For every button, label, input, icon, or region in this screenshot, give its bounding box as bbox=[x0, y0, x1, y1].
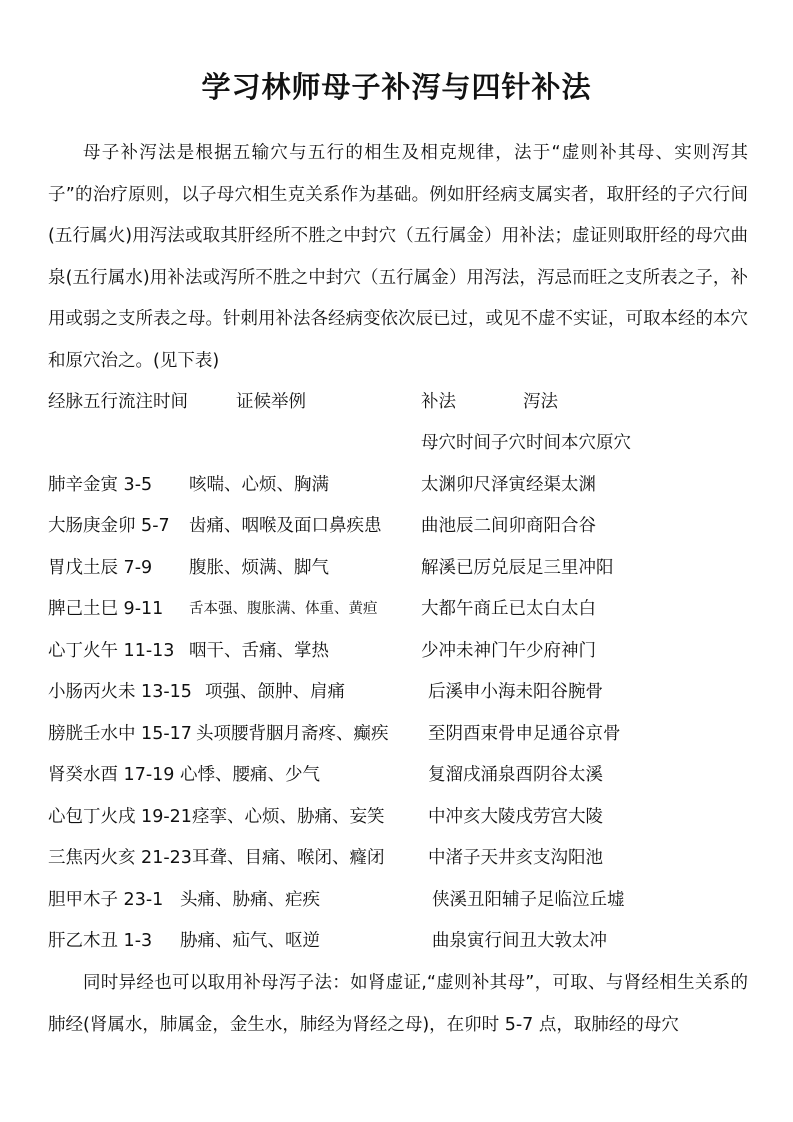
row-time: 肾癸水酉 17-19 bbox=[48, 765, 175, 785]
row-points: 至阴酉束骨申足通谷京骨 bbox=[428, 724, 621, 744]
row-time: 小肠丙火未 13-15 bbox=[48, 682, 192, 702]
row-points: 后溪申小海未阳谷腕骨 bbox=[428, 682, 603, 702]
table-row bbox=[0, 553, 793, 583]
row-points: 太渊卯尺泽寅经渠太渊 bbox=[421, 475, 596, 495]
table-row bbox=[0, 470, 793, 500]
table-row bbox=[0, 885, 793, 915]
row-time: 肝乙木丑 1-3 bbox=[48, 931, 153, 951]
row-symptom: 舌本强、腹胀满、体重、黄疸 bbox=[189, 601, 378, 617]
table-subheader-row bbox=[0, 428, 793, 458]
row-points: 中渚子天井亥支沟阳池 bbox=[428, 848, 603, 868]
header-symptom: 证候举例 bbox=[236, 392, 306, 412]
table-row bbox=[0, 843, 793, 873]
row-points: 曲泉寅行间丑大敦太冲 bbox=[432, 931, 607, 951]
row-time: 膀胱壬水中 15-17 bbox=[48, 724, 192, 744]
table-row bbox=[0, 594, 793, 624]
header-xie: 泻法 bbox=[523, 392, 558, 412]
row-points: 少冲未神门午少府神门 bbox=[421, 641, 596, 661]
row-time: 脾己土巳 9-11 bbox=[48, 599, 164, 619]
row-symptom: 齿痛、咽喉及面口鼻疾患 bbox=[189, 516, 382, 536]
header-bu: 补法 bbox=[421, 392, 456, 412]
header-time: 经脉五行流注时间 bbox=[48, 392, 188, 412]
row-symptom: 项强、颌肿、肩痛 bbox=[205, 682, 345, 702]
row-symptom: 咽干、舌痛、掌热 bbox=[189, 641, 329, 661]
page-title: 学习林师母子补泻与四针补法 bbox=[201, 70, 592, 105]
row-symptom: 腹胀、烦满、脚气 bbox=[189, 558, 329, 578]
row-points: 复溜戌涌泉酉阴谷太溪 bbox=[428, 765, 603, 785]
table-row bbox=[0, 760, 793, 790]
table-row bbox=[0, 719, 793, 749]
table-row bbox=[0, 677, 793, 707]
row-symptom: 胁痛、疝气、呕逆 bbox=[180, 931, 320, 951]
row-time: 大肠庚金卯 5-7 bbox=[48, 516, 170, 536]
row-points: 侠溪丑阳辅子足临泣丘墟 bbox=[432, 890, 625, 910]
row-time: 胃戊土辰 7-9 bbox=[48, 558, 153, 578]
table-header-row bbox=[0, 387, 793, 417]
table-row bbox=[0, 926, 793, 956]
row-time: 心包丁火戌 19-21 bbox=[48, 807, 192, 827]
row-symptom: 耳聋、目痛、喉闭、癃闭 bbox=[192, 848, 385, 868]
closing-paragraph: 同时异经也可以取用补母泻子法：如肾虚证,“虚则补其母”，可取、与肾经相生关系的肺经(肾属水，肺属金，金生水，肺经为肾经之母)，在卯时 5-7 点，取肺经的母穴 bbox=[48, 973, 748, 1035]
row-points: 中冲亥大陵戌劳宫大陵 bbox=[428, 807, 603, 827]
row-symptom: 咳喘、心烦、胸满 bbox=[189, 475, 329, 495]
intro-paragraph: 母子补泻法是根据五输穴与五行的相生及相克规律，法于“虚则补其母、实则泻其子”的治疗原则，以子母穴相生克关系作为基础。例如肝经病支属实者，取肝经的子穴行间(五行属火)用泻法或取其肝经所不胜之中封穴（五行属金）用补法；虚证则取肝经的母穴曲泉(五行属水)用补法或泻所不胜之中封穴（五行属金）用泻法，泻忌而旺之支所表之子，补用或弱之支所表之母。针刺用补法各经病变依次辰已过，或见不虚不实证，可取本经的本穴和原穴治之。(见下表) bbox=[48, 143, 748, 371]
table-row bbox=[0, 511, 793, 541]
row-points: 曲池辰二间卯商阳合谷 bbox=[421, 516, 596, 536]
row-time: 三焦丙火亥 21-23 bbox=[48, 848, 192, 868]
row-symptom: 心悸、腰痛、少气 bbox=[180, 765, 320, 785]
table-row bbox=[0, 802, 793, 832]
row-time: 肺辛金寅 3-5 bbox=[48, 475, 153, 495]
row-points: 解溪已厉兑辰足三里冲阳 bbox=[421, 558, 614, 578]
row-time: 胆甲木子 23-1 bbox=[48, 890, 164, 910]
table-row bbox=[0, 636, 793, 666]
row-symptom: 头痛、胁痛、疟疾 bbox=[180, 890, 320, 910]
row-symptom: 头项腰背胭月斋疼、癫疾 bbox=[196, 724, 389, 744]
row-points: 大都午商丘已太白太白 bbox=[421, 599, 596, 619]
header-sub: 母穴时间子穴时间本穴原穴 bbox=[421, 433, 631, 453]
row-time: 心丁火午 11-13 bbox=[48, 641, 175, 661]
row-symptom: 痉挛、心烦、胁痛、妄笑 bbox=[192, 807, 385, 827]
